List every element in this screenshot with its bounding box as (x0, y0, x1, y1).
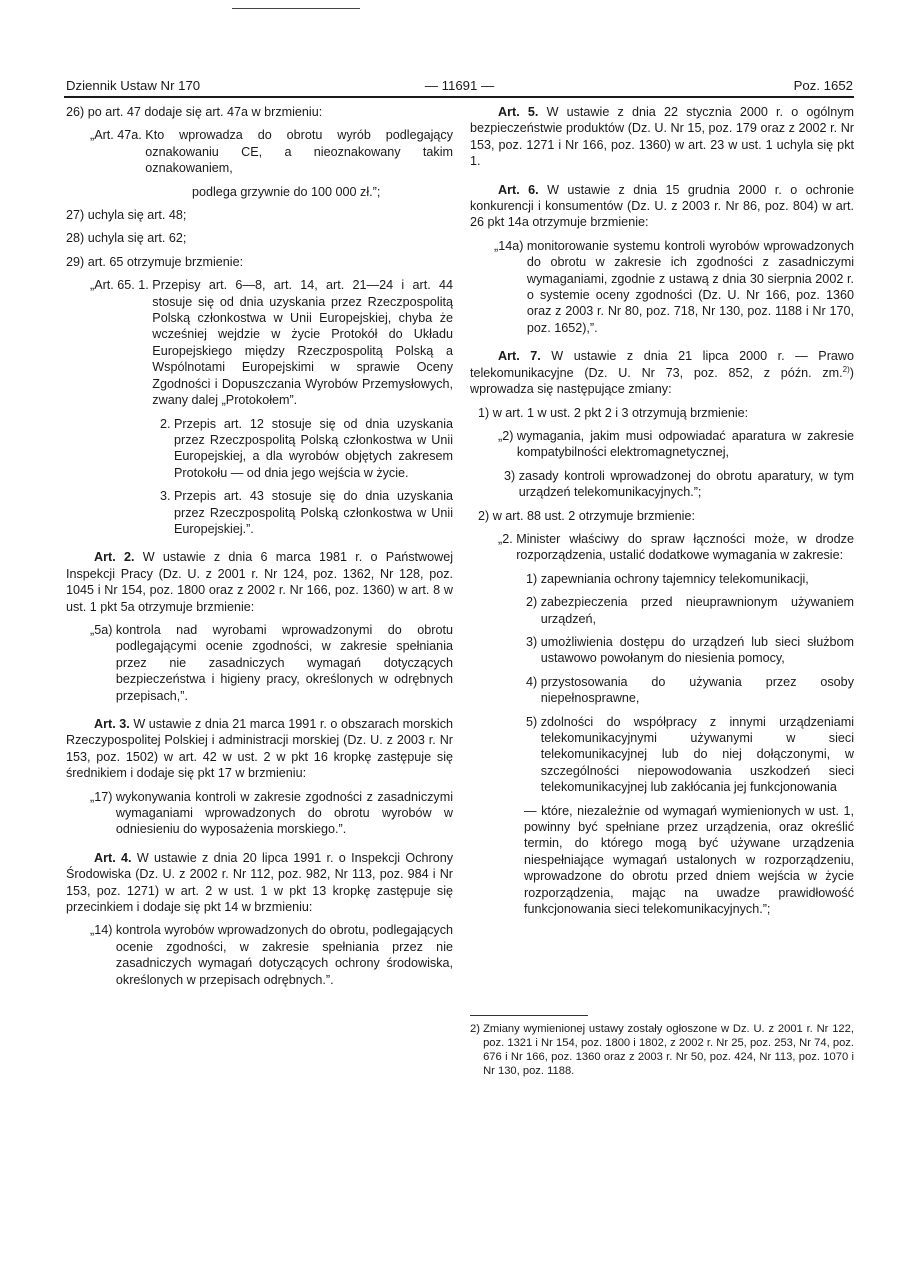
list-item-27: 27) uchyla się art. 48; (66, 208, 187, 223)
quote-point-2: „2) wymagania, jakim musi odpowiadać aparatura w zakresie kompatybilności elektromagnetycznej, (498, 428, 854, 460)
point-1: 1) w art. 1 w ust. 2 pkt 2 i 3 otrzymują brzmienie: (478, 405, 749, 420)
ust-2-item-2: 2) zabezpieczenia przed nieuprawnionym używaniem urządzeń, (526, 595, 854, 626)
quote-5a: „5a) kontrola nad wyrobami wprowadzonymi do obrotu podlegającymi ocenie zgodności, w zakresie spełniania przez nie zasadniczych wymagań dotyczących bezpieczeństwa i higieny pracy, określonych w odrębnych przepisach,”. (90, 622, 453, 703)
footnote-ref[interactable]: 2) (842, 364, 850, 374)
ust-2-tail: — które, niezależnie od wymagań wymienionych w ust. 1, powinny być spełniane przez urządzenia, oraz określić termin, do którego mogą być używane urządzenia niespełniające wymagań ustalonych w rozporządzeniu, wprowadzone do obrotu przed dniem wejścia w życie rozporządzenia, mając na uwadze prawidłowość funkcjonowania sieci telekomunikacyjnych.”; (524, 803, 854, 917)
footnote-marker: 2) (470, 1023, 480, 1035)
article-5: Art. 5. W ustawie z dnia 22 stycznia 2000 r. o ogólnym bezpieczeństwie produktów (Dz. U. Nr 15, poz. 179 oraz z 2002 r. Nr 153, poz. 1271 i Nr 166, poz. 1360) w art. 23 w ust. 1 uchyla się pkt 1. (470, 105, 854, 169)
quote-ust-2: „2. Minister właściwy do spraw łączności może, w drodze rozporządzenia, ustalić dodatkowe wymagania w zakresie: (498, 531, 854, 563)
list-item-28: 28) uchyla się art. 62; (66, 231, 187, 246)
quote-art-65-3: 3. Przepis art. 43 stosuje się do dnia uzyskania przez Rzeczpospolitą Polską członkostwa w Unii Europejskiej.”. (160, 489, 453, 536)
footnote-text: Zmiany wymienionej ustawy zostały ogłoszone w Dz. U. z 2001 r. Nr 122, poz. 1321 i Nr 154, poz. 1800 i 1802, z 2002 r. Nr 25, poz. 253, Nr 74, poz. 676 i Nr 166, poz. 1360 oraz z 2003 r. Nr 50, poz. 424, Nr 113, poz. 1070 i Nr 130, poz. 1188. (483, 1023, 854, 1077)
quote-art-47a: „Art. 47a. Kto wprowadza do obrotu wyrób podlegający oznakowaniu CE, a nieoznakowany takim oznakowaniem, (90, 128, 453, 176)
ust-2-item-1: 1) zapewniania ochrony tajemnicy telekomunikacji, (526, 571, 809, 586)
left-column (66, 104, 453, 988)
article-2: Art. 2. W ustawie z dnia 6 marca 1981 r. o Państwowej Inspekcji Pracy (Dz. U. z 2001 r. Nr 124, poz. 1362, Nr 128, poz. 1045 i Nr 154, poz. 1800 oraz z 2002 r. Nr 166, poz. 1360) w art. 8 w ust. 1 pkt 5a otrzymuje brzmienie: (66, 550, 453, 614)
penalty-line: podlega grzywnie do 100 000 zł.”; (192, 184, 381, 199)
list-item-26: 26) po art. 47 dodaje się art. 47a w brzmieniu: (66, 105, 323, 119)
quote-point-3: 3) zasady kontroli wprowadzonej do obrotu aparatury, w tym urządzeń telekomunikacyjnych.”; (504, 468, 854, 500)
quote-art-65-2: 2. Przepis art. 12 stosuje się od dnia uzyskania przez Rzeczpospolitą Polską członkostwa w Unii Europejskiej, a dla wyrobów objętych zakresem Protokołu — od dnia jego wejścia w życie. (160, 416, 453, 480)
quote-17: „17) wykonywania kontroli w zakresie zgodności z zasadniczymi wymaganiami wprowadzonych do obrotu wyrobów w odniesieniu do wyposażenia morskiego.”. (90, 789, 453, 837)
right-column (470, 104, 854, 917)
position-number: Poz. 1652 (793, 78, 853, 93)
article-3: Art. 3. W ustawie z dnia 21 marca 1991 r. o obszarach morskich Rzeczypospolitej Polskiej i administracji morskiej (Dz. U. z 2003 r. Nr 153, poz. 1502) w art. 42 w ust. 2 w pkt 16 kropkę zastępuje się średnikiem i dodaje się pkt 17 w brzmieniu: (66, 717, 454, 781)
quote-art-65-1: „Art. 65. 1. Przepisy art. 6—8, art. 14, art. 21—24 i art. 44 stosuje się od dnia uzyskania przez Rzeczpospolitą Polską członkostwa w Unii Europejskiej, chyba że wcześniej wejdzie w życie Protokół do Układu Europejskiego między Rzeczpospolitą Polską a Wspólnotami Europejskimi w sprawie Oceny Zgodności i Dopuszczania Wyrobów Przemysłowych, zwany dalej „Protokołem”. (90, 278, 453, 408)
point-2: 2) w art. 88 ust. 2 otrzymuje brzmienie: (478, 508, 695, 523)
ust-2-item-4: 4) przystosowania do używania przez osoby niepełnosprawne, (526, 674, 854, 706)
quote-14a: „14a) monitorowanie systemu kontroli wyrobów wprowadzonych do obrotu w zakresie ich zgodności z zasadniczymi wymaganiami, zgodnie z ustawą z dnia 30 sierpnia 2002 r. o systemie oceny zgodności (Dz. U. Nr 166, poz. 1360 oraz z 2003 r. Nr 80, poz. 718, Nr 130, poz. 1188 i Nr 170, poz. 1652),”. (494, 238, 854, 335)
journal-title: Dziennik Ustaw Nr 170 (66, 78, 201, 93)
footnote (470, 1022, 854, 1078)
page-header (66, 78, 853, 96)
ust-2-item-3: 3) umożliwienia dostępu do urządzeń lub sieci służbom ustawowo powołanym do niesienia pomocy, (526, 634, 854, 666)
article-6: Art. 6. W ustawie z dnia 15 grudnia 2000 r. o ochronie konkurencji i konsumentów (Dz. U. z 2003 r. Nr 86, poz. 804) w art. 26 pkt 14a otrzymuje brzmienie: (470, 182, 854, 230)
page-number: — 11691 — (424, 78, 495, 93)
top-rule (232, 8, 360, 9)
quote-14: „14) kontrola wyrobów wprowadzonych do obrotu, podlegających ocenie zgodności, w zakresie spełniania przez nie zasadniczych wymagań dotyczących ochrony środowiska, określonych w przepisach odrębnych.”. (90, 923, 453, 987)
article-7: Art. 7. W ustawie z dnia 21 lipca 2000 r. — Prawo telekomunikacyjne (Dz. U. Nr 73, poz. 852, z późn. zm.$^{2)}$) wprowadza się następujące zmiany: (470, 349, 854, 397)
article-4: Art. 4. W ustawie z dnia 20 lipca 1991 r. o Inspekcji Ochrony Środowiska (Dz. U. z 2002 r. Nr 112, poz. 982, Nr 113, poz. 984 i Nr 153, poz. 1271) w art. 2 w ust. 1 w pkt 13 kropkę zastępuje się przecinkiem i dodaje się pkt 14 w brzmieniu: (66, 850, 453, 915)
footnote-rule (470, 1015, 588, 1016)
ust-2-item-5: 5) zdolności do współpracy z innymi urządzeniami telekomunikacyjnymi używanymi w sieci telekomunikacyjnej lub do niej dołączonymi, w szczególności niepowodowania uszkodzeń sieci telekomunikacyjnej lub zakłócania jej funkcjonowania (526, 714, 854, 795)
list-item-29: 29) art. 65 otrzymuje brzmienie: (66, 254, 244, 269)
header-rule (64, 96, 854, 98)
